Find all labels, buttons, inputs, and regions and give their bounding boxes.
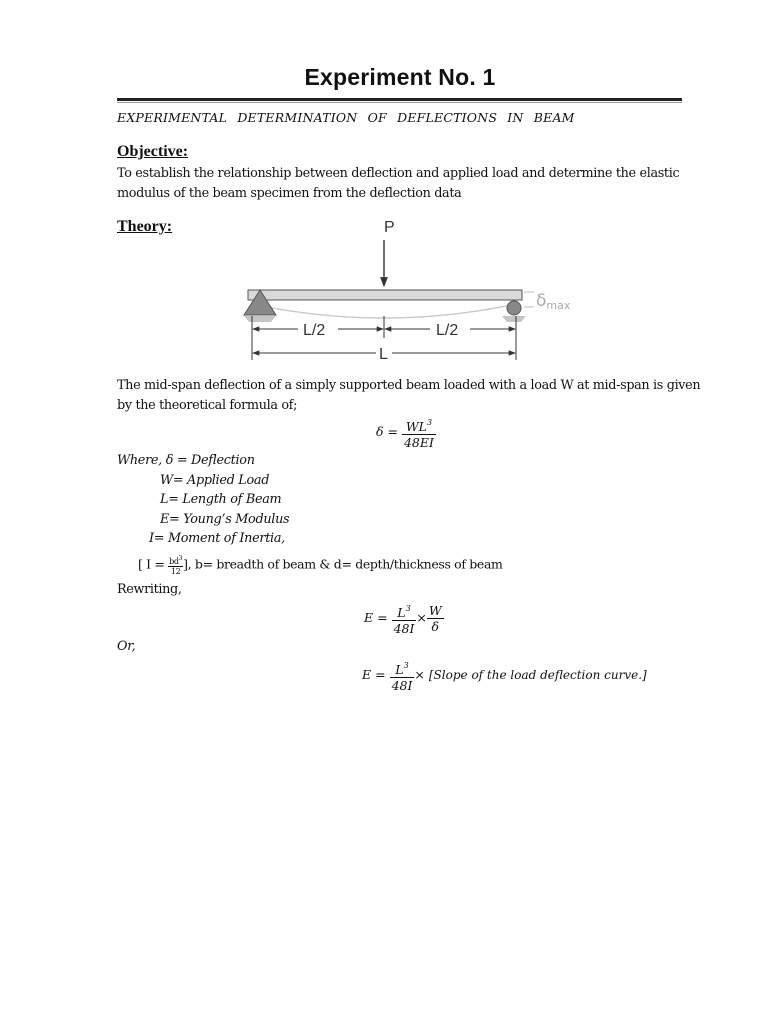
theory-line-2: by the theoretical formula of;	[117, 397, 298, 413]
formula1-num: WL	[405, 419, 427, 434]
delta-max-label: δmax	[536, 291, 571, 312]
formula2-den1: 48I	[393, 621, 415, 636]
formula2-den2: δ	[431, 619, 440, 634]
objective-line-1: To establish the relationship between deflection and applied load and determine the elastic	[117, 166, 680, 181]
formula2-num2: W	[428, 603, 442, 618]
def-length: L= Length of Beam	[160, 492, 282, 507]
deflection-formula	[376, 415, 436, 450]
theory-heading: Theory:	[117, 218, 173, 235]
formula2-fraction-1	[392, 601, 417, 636]
load-label: P	[384, 219, 395, 236]
def-youngs-modulus: E= Young’s Modulus	[160, 512, 290, 527]
inertia-open: [ I =	[138, 556, 165, 572]
modulus-formula	[364, 601, 444, 636]
def-applied-load: W= Applied Load	[160, 473, 270, 488]
title-rule-thin	[117, 102, 682, 103]
formula2-lhs: E =	[364, 610, 388, 625]
experiment-subtitle: EXPERIMENTAL DETERMINATION OF DEFLECTIONS IN BEAM	[117, 110, 575, 125]
where-line: Where, δ = Deflection	[117, 453, 255, 468]
formula3-lhs: E =	[362, 667, 386, 682]
formula3-den: 48I	[391, 678, 413, 693]
rewriting-label: Rewriting,	[117, 582, 182, 597]
inertia-exp: 3	[178, 555, 183, 562]
or-label: Or,	[117, 639, 136, 654]
formula2-exp: 3	[405, 604, 411, 613]
inertia-close: ], b= breadth of beam & d= depth/thickness of beam	[183, 556, 503, 572]
page-title: Experiment No. 1	[304, 64, 496, 90]
slope-formula	[362, 658, 647, 693]
formula3-num: L	[395, 662, 404, 677]
def-moment-inertia: I= Moment of Inertia,	[149, 531, 285, 546]
deflected-shape	[252, 304, 516, 318]
span-label: L	[379, 346, 388, 363]
formula3-bracket: [Slope of the load deflection curve.]	[428, 668, 647, 682]
formula2-num1: L	[397, 605, 406, 620]
title-rule	[117, 98, 682, 101]
formula1-lhs: δ =	[376, 424, 398, 439]
inertia-formula	[138, 554, 503, 576]
beam	[248, 290, 522, 300]
inertia-den: 12	[170, 567, 181, 576]
roller-support-base	[502, 316, 526, 322]
formula2-times: ×	[416, 610, 427, 625]
objective-heading: Objective:	[117, 143, 189, 160]
formula3-exp: 3	[403, 661, 409, 670]
beam-diagram	[226, 212, 586, 367]
formula1-fraction	[402, 415, 436, 450]
formula1-exp: 3	[426, 418, 433, 427]
formula1-den: 48EI	[403, 435, 434, 450]
objective-text	[117, 164, 679, 203]
half-span-left-label: L/2	[303, 322, 326, 339]
theory-paragraph	[117, 376, 700, 415]
objective-line-2: modulus of the beam specimen from the deflection data	[117, 185, 462, 201]
formula3-fraction	[390, 658, 415, 693]
roller-support	[507, 301, 521, 315]
inertia-fraction	[168, 554, 183, 576]
half-span-right-label: L/2	[436, 322, 459, 339]
formula2-fraction-2	[427, 603, 444, 634]
theory-line-1: The mid-span deflection of a simply supported beam loaded with a load W at mid-span is given	[117, 378, 701, 393]
formula3-times: ×	[414, 667, 425, 682]
inertia-num: bd	[169, 557, 179, 566]
pin-support-base	[244, 316, 276, 322]
